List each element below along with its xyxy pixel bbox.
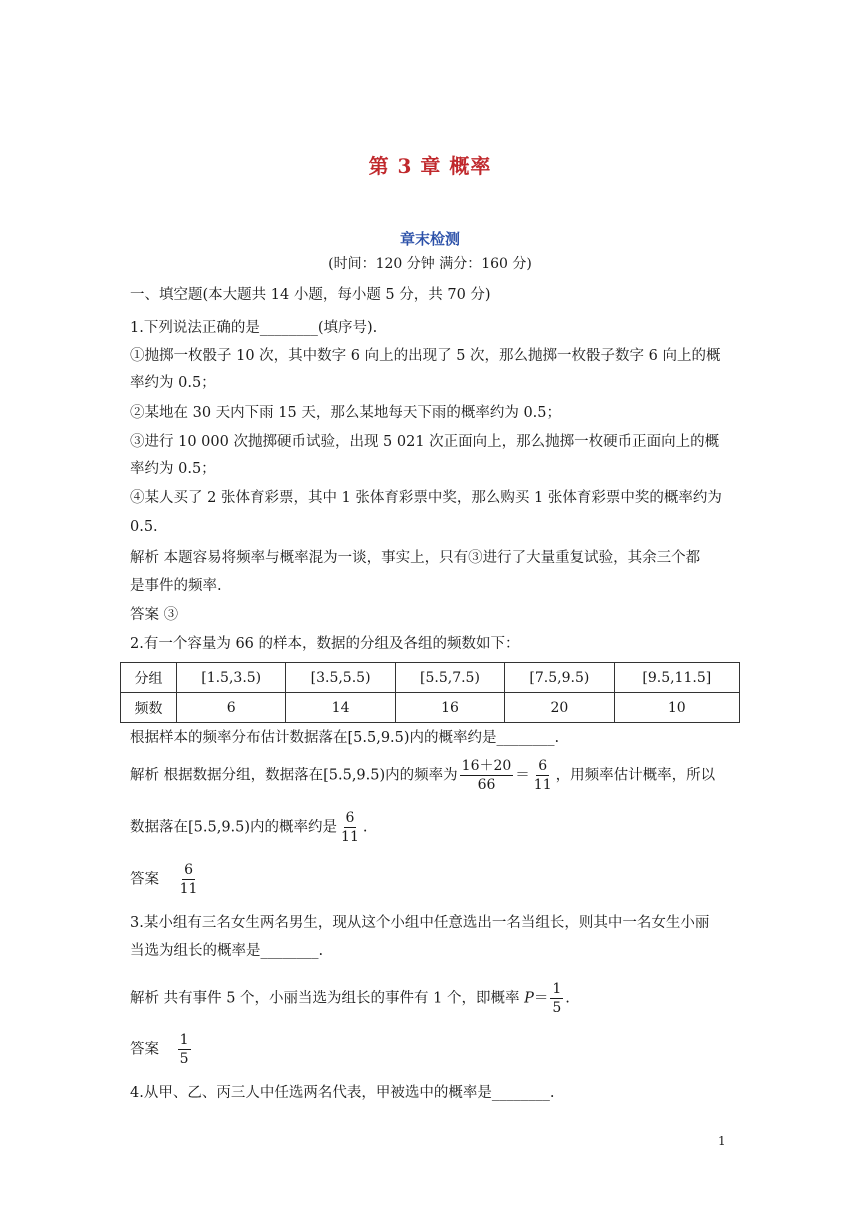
numerator: 1 [552, 981, 562, 997]
q2-analysis-text: 数据落在[5.5,9.5)内的概率约是 [130, 819, 338, 836]
table-cell: 10 [614, 693, 739, 723]
section-heading: 一、填空题(本大题共 14 小题，每小题 5 分，共 70 分) [130, 287, 491, 303]
denominator: 11 [341, 829, 359, 845]
numerator: 6 [345, 810, 355, 826]
table-cell: [7.5,9.5) [505, 663, 614, 693]
table-cell: [9.5,11.5] [614, 663, 739, 693]
fraction [178, 861, 200, 898]
q1-answer: 答案 ③ [130, 607, 179, 623]
q1-option-1: ①抛掷一枚骰子 10 次，其中数字 6 向上的出现了 5 次，那么抛掷一枚骰子数字 6 向上的概 [130, 348, 721, 364]
q2-analysis [130, 757, 715, 794]
chapter-title: 第 3 章 概率 [368, 154, 492, 178]
section-subtitle: 章末检测 [399, 230, 460, 248]
exam-time-info: (时间：120 分钟 满分：160 分) [328, 256, 532, 272]
q1-option-4: ④某人买了 2 张体育彩票，其中 1 张体育彩票中奖，那么购买 1 张体育彩票中奖的概率约为 [130, 490, 722, 506]
table-cell: [1.5,3.5) [177, 663, 286, 693]
q3-analysis-text: 解析 共有事件 5 个，小丽当选为组长的事件有 1 个，即概率 [130, 990, 525, 1007]
denominator: 66 [477, 777, 496, 793]
q3-answer [130, 1031, 193, 1068]
q1-stem: 1.下列说法正确的是________(填序号). [130, 320, 378, 336]
fraction [339, 809, 361, 846]
q1-option-4-cont: 0.5. [130, 519, 158, 535]
q2-stem: 2.有一个容量为 66 的样本，数据的分组及各组的频数如下： [130, 636, 520, 652]
table-header-cell: 分组 [121, 663, 177, 693]
q3-analysis [130, 980, 570, 1017]
fraction [460, 757, 514, 794]
q4-stem: 4.从甲、乙、丙三人中任选两名代表，甲被选中的概率是________. [130, 1085, 555, 1101]
q2-answer [130, 861, 201, 898]
denominator: 11 [179, 881, 198, 897]
numerator: 6 [184, 862, 193, 878]
answer-label: 答案 [130, 871, 159, 888]
denominator: 11 [533, 777, 552, 793]
q1-option-2: ②某地在 30 天内下雨 15 天，那么某地每天下雨的概率约为 0.5； [130, 405, 562, 421]
q2-analysis-text-post: ，用频率估计概率，所以 [555, 767, 716, 784]
table-cell: 20 [505, 693, 614, 723]
table-cell: [5.5,7.5) [395, 663, 504, 693]
period: . [362, 819, 368, 836]
period: . [565, 990, 570, 1007]
q2-analysis-text: 解析 根据数据分组，数据落在[5.5,9.5)内的频率为 [130, 767, 458, 784]
answer-label: 答案 [130, 1041, 159, 1058]
numerator: 6 [538, 758, 548, 774]
numerator: 1 [179, 1032, 189, 1048]
fraction [550, 980, 563, 1017]
table-row [121, 663, 740, 693]
denominator: 5 [179, 1051, 189, 1067]
q1-option-3-cont: 率约为 0.5； [130, 461, 216, 477]
table-cell: 14 [286, 693, 395, 723]
table-row [121, 693, 740, 723]
table-cell: 6 [177, 693, 286, 723]
frequency-table [120, 662, 740, 723]
numerator: 16＋20 [461, 758, 512, 774]
q3-stem: 3.某小组有三名女生两名男生，现从这个小组中任意选出一名当组长，则其中一名女生小丽 [130, 915, 710, 931]
q1-option-3: ③进行 10 000 次抛掷硬币试验，出现 5 021 次正面向上，那么抛掷一枚硬币正面向上的概 [130, 434, 720, 450]
table-cell: [3.5,5.5) [286, 663, 395, 693]
equals-sign: ＝ [515, 767, 530, 784]
q1-analysis-cont: 是事件的频率. [130, 578, 222, 594]
q1-analysis: 解析 本题容易将频率与概率混为一谈，事实上，只有③进行了大量重复试验，其余三个都 [130, 550, 701, 566]
q3-stem-cont: 当选为组长的概率是________. [130, 943, 324, 959]
fraction [178, 1031, 191, 1068]
q2-analysis-cont [130, 809, 367, 846]
denominator: 5 [552, 1000, 562, 1016]
fraction [532, 757, 554, 794]
table-cell: 16 [395, 693, 504, 723]
table-header-cell: 频数 [121, 693, 177, 723]
q1-option-1-cont: 率约为 0.5； [130, 375, 216, 391]
equals-sign: ＝ [533, 990, 549, 1007]
q2-question: 根据样本的频率分布估计数据落在[5.5,9.5)内的概率约是________. [130, 730, 560, 746]
probability-variable: P [524, 990, 534, 1007]
page-number: 1 [718, 1134, 726, 1148]
